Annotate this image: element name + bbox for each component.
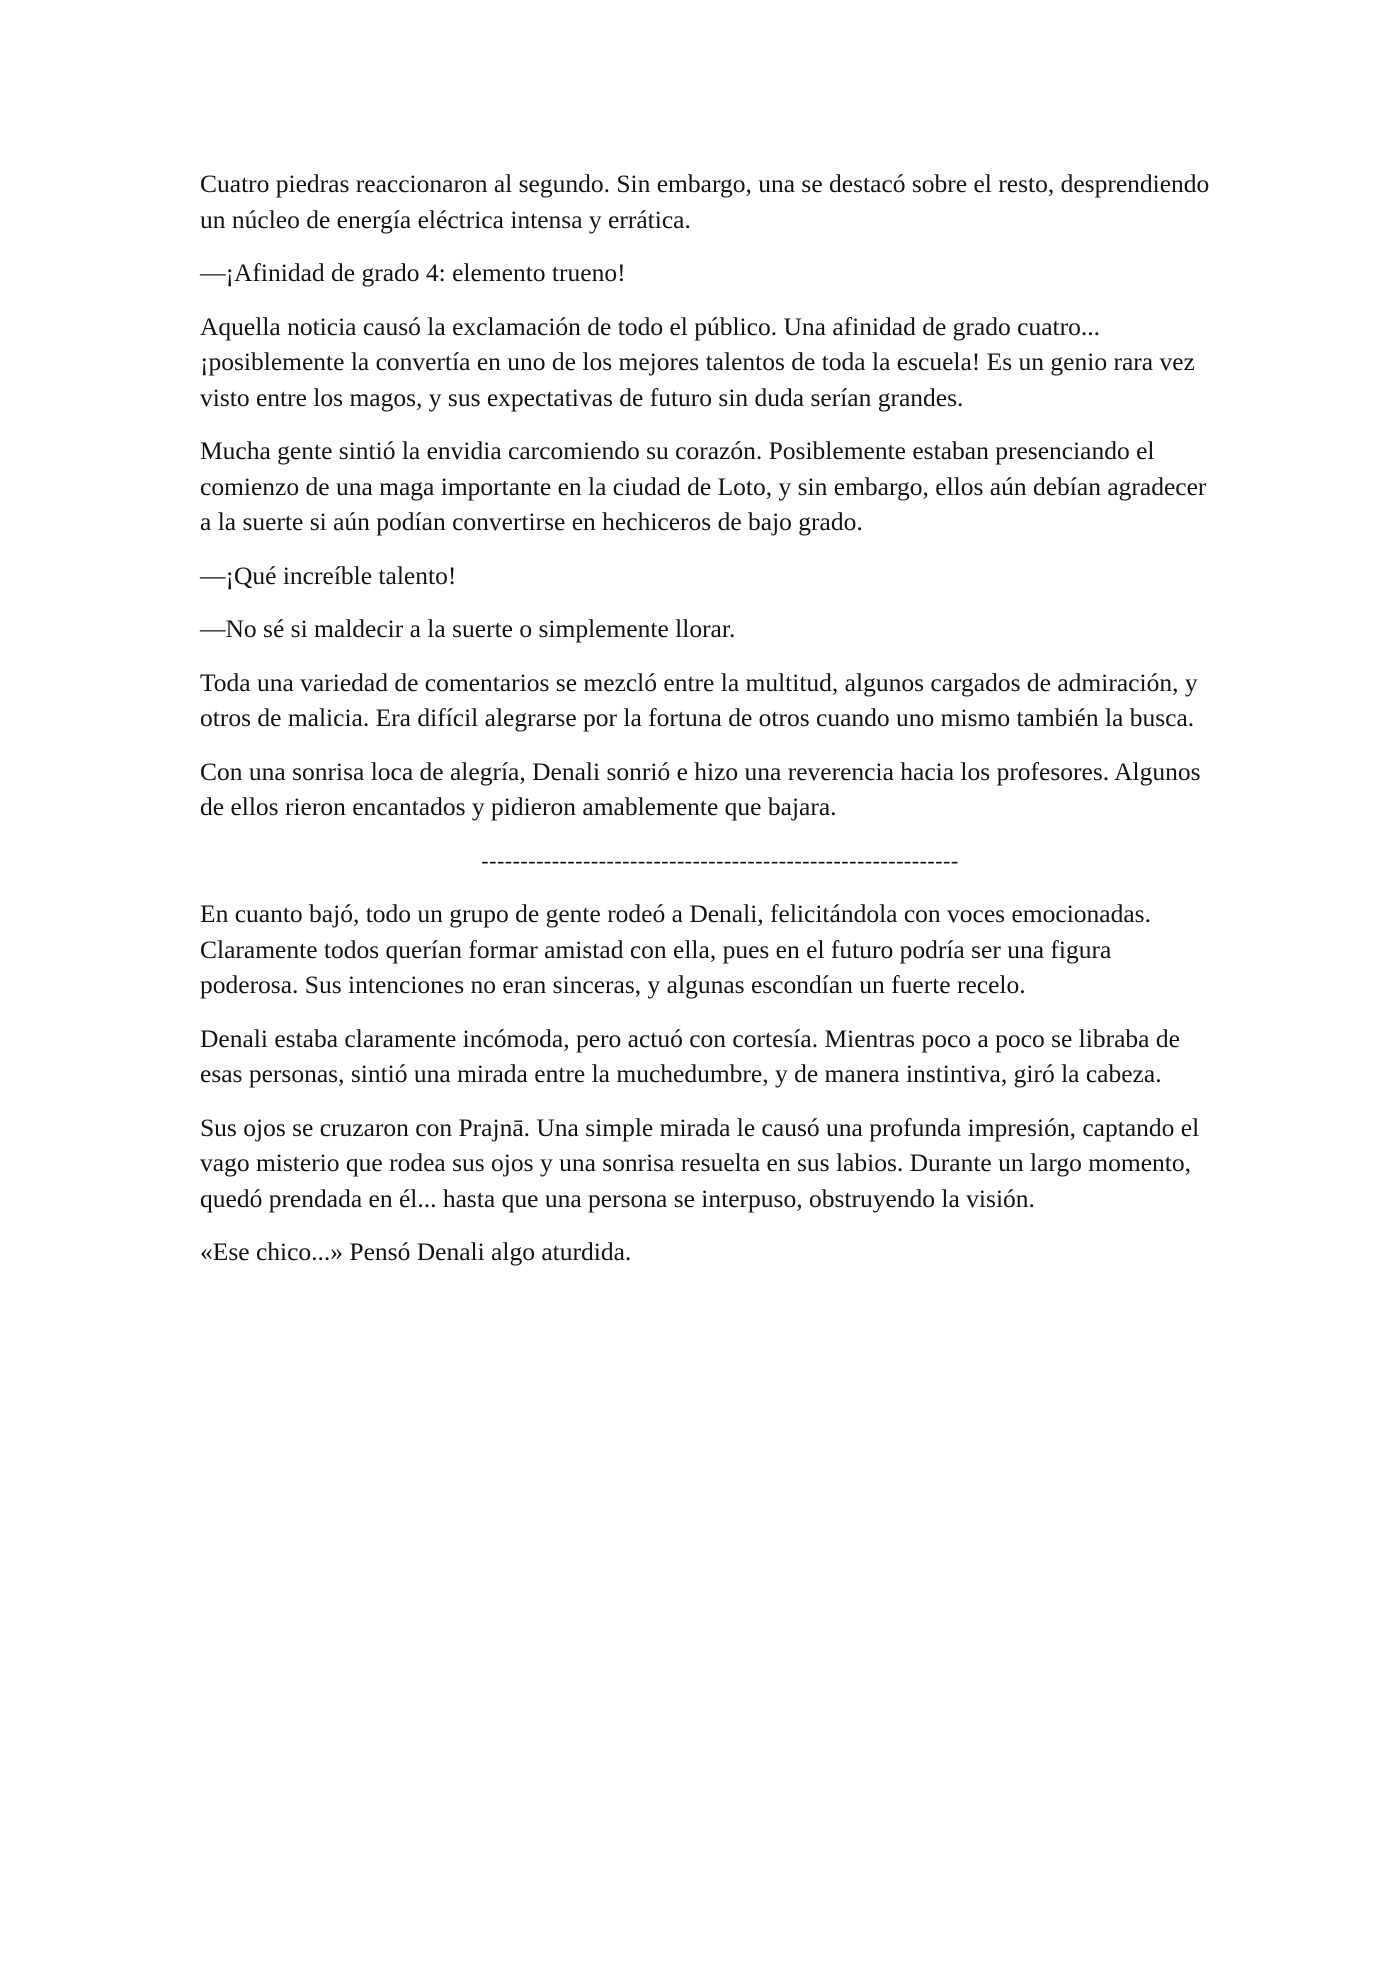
paragraph: Toda una variedad de comentarios se mezcló entre la multitud, algunos cargados de admiración, y otros de malicia. Era difícil alegrarse por la fortuna de otros cuando uno mismo también la busca. (200, 667, 1198, 732)
paragraph: Con una sonrisa loca de alegría, Denali sonrió e hizo una reverencia hacia los profesores. Algunos de ellos rieron encantados y pidieron amablemente que bajara. (200, 756, 1201, 821)
dialogue-line: —¡Qué increíble talento! (200, 560, 457, 590)
paragraph: Denali estaba claramente incómoda, pero actuó con cortesía. Mientras poco a poco se libraba de esas personas, sintió una mirada entre la muchedumbre, y de manera instintiva, giró la cabeza. (200, 1023, 1180, 1088)
document-body (200, 166, 1210, 1288)
paragraph: Sus ojos se cruzaron con Prajnā. Una simple mirada le causó una profunda impresión, captando el vago misterio que rodea sus ojos y una sonrisa resuelta en sus labios. Durante un largo momento, quedó prendada en él... hasta que una persona se interpuso, obstruyendo la visión. (200, 1112, 1200, 1213)
paragraph: Cuatro piedras reaccionaron al segundo. Sin embargo, una se destacó sobre el resto, desprendiendo un núcleo de energía eléctrica intensa y errática. (200, 169, 1210, 234)
paragraph: En cuanto bajó, todo un grupo de gente rodeó a Denali, felicitándola con voces emocionadas. Claramente todos querían formar amistad con ella, pues en el futuro podría ser una figura poderosa. Sus intenciones no eran sinceras, y algunas escondían un fuerte recelo. (200, 899, 1151, 999)
paragraph: Aquella noticia causó la exclamación de todo el público. Una afinidad de grado cuatro... ¡posiblemente la convertía en uno de los mejores talentos de toda la escuela! Es un genio rara vez visto entre los magos, y sus expectativas de futuro sin duda serían grandes. (200, 311, 1195, 412)
dialogue-line: —No sé si maldecir a la suerte o simplemente llorar. (200, 614, 736, 643)
section-separator: ------------------------------------------------------------- (481, 847, 959, 873)
dialogue-line: —¡Afinidad de grado 4: elemento trueno! (200, 258, 626, 287)
paragraph: Mucha gente sintió la envidia carcomiendo su corazón. Posiblemente estaban presenciando el comienzo de una maga importante en la ciudad de Loto, y sin embargo, ellos aún debían agradecer a la suerte si aún podían convertirse en hechiceros de bajo grado. (200, 436, 1207, 536)
thought-line: «Ese chico...» Pensó Denali algo aturdida. (200, 1237, 632, 1266)
